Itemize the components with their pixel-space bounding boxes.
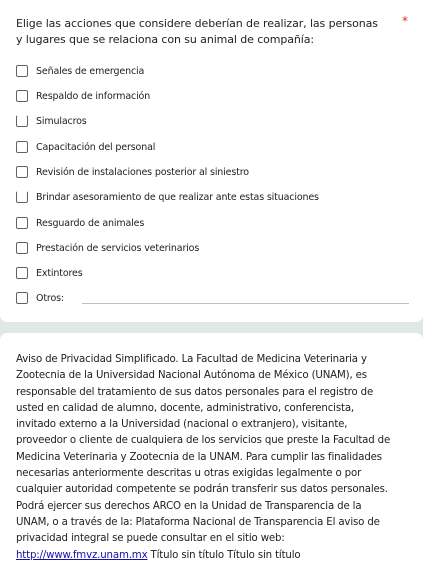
other-input-underline: [82, 303, 409, 304]
option-label: Resguardo de animales: [36, 217, 145, 229]
option-respaldo-informacion[interactable]: [16, 89, 150, 103]
option-extintores[interactable]: [16, 266, 83, 280]
option-capacitacion-personal[interactable]: [16, 140, 155, 154]
checkbox-icon[interactable]: [16, 267, 28, 279]
option-label: Simulacros: [36, 115, 87, 127]
question-title: Elige las acciones que considere deberían de realizar, las personas y lugares que se relaciona con su animal de compañía:: [16, 17, 378, 46]
checkbox-icon[interactable]: [16, 217, 28, 229]
option-label: Respaldo de información: [36, 90, 151, 102]
checkbox-icon[interactable]: [16, 166, 28, 178]
option-label: Prestación de servicios veterinarios: [36, 242, 200, 254]
option-label: Otros:: [36, 292, 64, 304]
checkbox-icon[interactable]: [16, 115, 28, 127]
option-otros[interactable]: [16, 291, 64, 305]
privacy-notice-body: Aviso de Privacidad Simplificado. La Facultad de Medicina Veterinaria y Zootecnia de la Universidad Nacional Autónoma de México (UNAM), es responsable del tratamiento de sus datos personales para el registro de usted en calidad de alumno, docente, administrativo, conferencista, invitado externo a la Universidad (nacional o extranjero), visitante, proveedor o cliente de cualquiera de los servicios que preste la Facultad de Medicina Veterinaria y Zootecnia de la UNAM. Para cumplir las finalidades necesarias anteriormente descritas u otras exigidas legalmente o por cualquier autoridad competente se podrán transferir sus datos personales. Podrá ejercer sus derechos ARCO en la Unidad de Transparencia de la UNAM, o a través de la: Plataforma Nacional de Transparencia El aviso de privacidad integral se puede consultar en el sitio web:: [16, 354, 391, 545]
checkbox-icon[interactable]: [16, 292, 28, 304]
privacy-notice-trailing: Título sin título Título sin título: [147, 549, 301, 561]
option-label: Extintores: [36, 267, 83, 279]
privacy-notice-link[interactable]: http://www.fmvz.unam.mx: [16, 549, 148, 561]
checkbox-icon[interactable]: [16, 65, 28, 77]
checkbox-icon[interactable]: [16, 242, 28, 254]
required-asterisk: *: [402, 14, 408, 28]
option-label: Capacitación del personal: [36, 141, 156, 153]
other-text-input[interactable]: [82, 288, 409, 303]
option-brindar-asesoramiento[interactable]: [16, 190, 319, 204]
option-label: Revisión de instalaciones posterior al siniestro: [36, 166, 249, 178]
option-senales-emergencia[interactable]: [16, 64, 144, 78]
privacy-notice-text: [16, 352, 394, 564]
option-revision-instalaciones[interactable]: [16, 165, 249, 179]
option-resguardo-animales[interactable]: [16, 216, 144, 230]
checkbox-icon[interactable]: [16, 90, 28, 102]
option-label: Señales de emergencia: [36, 65, 145, 77]
checkbox-icon[interactable]: [16, 141, 28, 153]
option-simulacros[interactable]: [16, 114, 87, 128]
option-prestacion-servicios[interactable]: [16, 241, 199, 255]
option-label: Brindar asesoramiento de que realizar ante estas situaciones: [36, 191, 319, 203]
checkbox-icon[interactable]: [16, 191, 28, 203]
